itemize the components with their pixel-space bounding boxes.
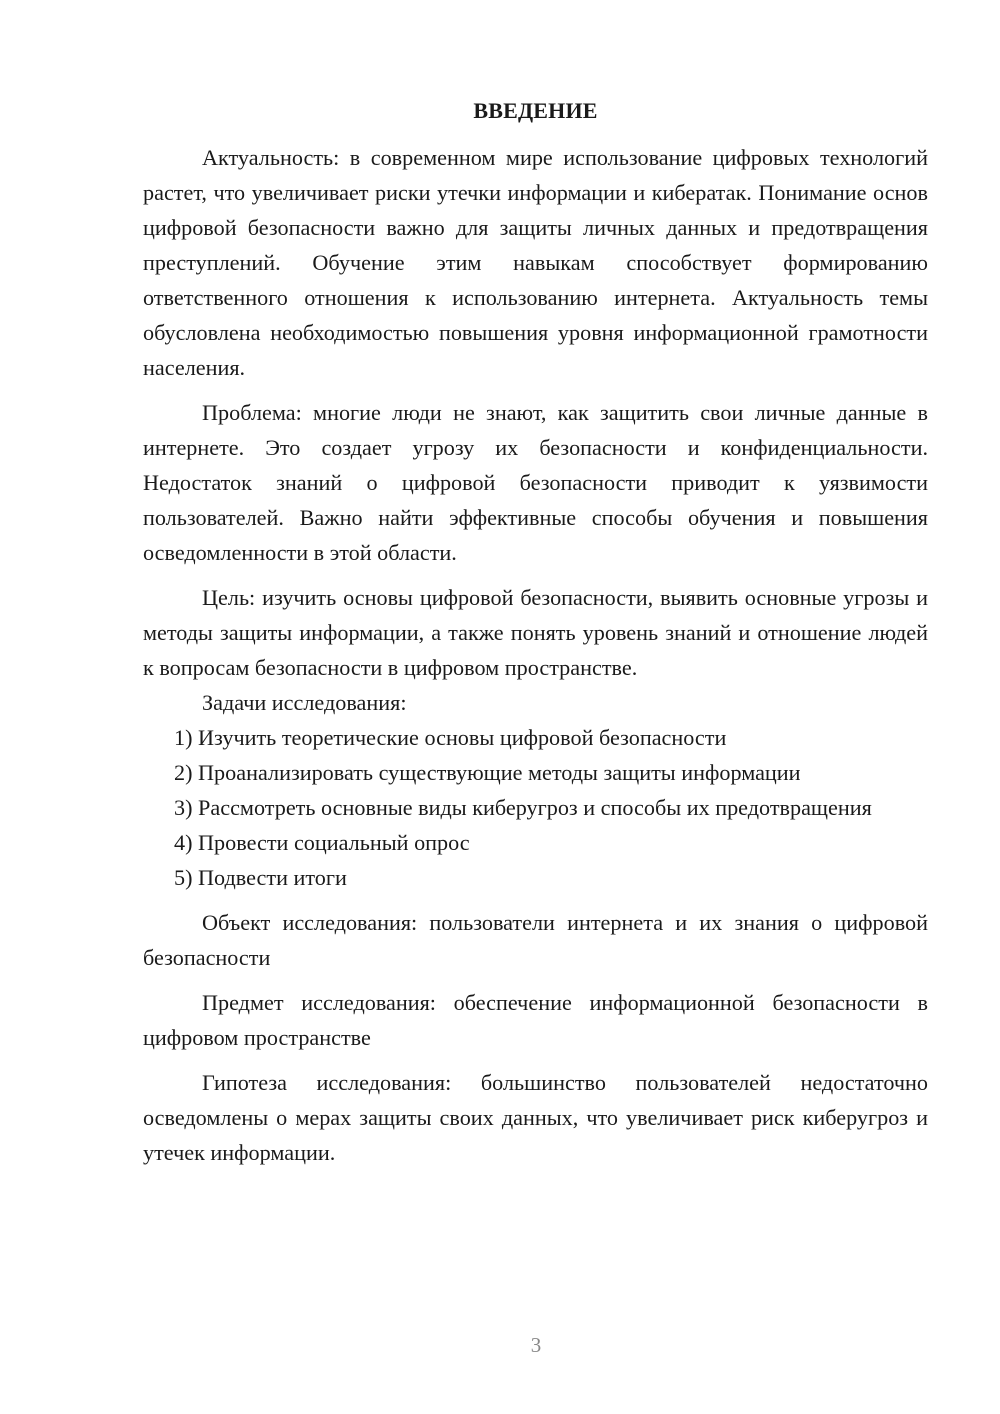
list-item: 2) Проанализировать существующие методы защиты информации — [174, 760, 801, 785]
object-paragraph: Объект исследования: пользователи интернета и их знания о цифровой безопасности — [143, 910, 928, 970]
tasks-list — [143, 720, 928, 895]
list-item: 5) Подвести итоги — [174, 865, 347, 890]
list-item: 4) Провести социальный опрос — [174, 830, 470, 855]
problem-paragraph: Проблема: многие люди не знают, как защитить свои личные данные в интернете. Это создает угрозу их безопасности и конфиденциальности. Недостаток знаний о цифровой безопасности приводит к уязвимости пользователей. Важно найти эффективные способы обучения и повышения осведомленности в этой области. — [143, 400, 928, 565]
page-number: 3 — [530, 1333, 542, 1357]
page-title: ВВЕДЕНИЕ — [473, 98, 598, 123]
list-item: 1) Изучить теоретические основы цифровой безопасности — [174, 725, 727, 750]
subject-paragraph: Предмет исследования: обеспечение информационной безопасности в цифровом пространстве — [143, 990, 928, 1050]
hypothesis-paragraph: Гипотеза исследования: большинство пользователей недостаточно осведомлены о мерах защиты своих данных, что увеличивает риск киберугроз и утечек информации. — [143, 1070, 928, 1165]
list-item: 3) Рассмотреть основные виды киберугроз и способы их предотвращения — [174, 795, 872, 820]
relevance-paragraph: Актуальность: в современном мире использование цифровых технологий растет, что увеличивает риски утечки информации и кибератак. Понимание основ цифровой безопасности важно для защиты личных данных и предотвращения преступлений. Обучение этим навыкам способствует формированию ответственного отношения к использованию интернета. Актуальность темы обусловлена необходимостью повышения уровня информационной грамотности населения. — [143, 145, 928, 380]
goal-paragraph: Цель: изучить основы цифровой безопасности, выявить основные угрозы и методы защиты информации, а также понять уровень знаний и отношение людей к вопросам безопасности в цифровом пространстве. — [143, 585, 928, 680]
document-body — [143, 96, 928, 1170]
tasks-heading: Задачи исследования: — [202, 690, 407, 715]
